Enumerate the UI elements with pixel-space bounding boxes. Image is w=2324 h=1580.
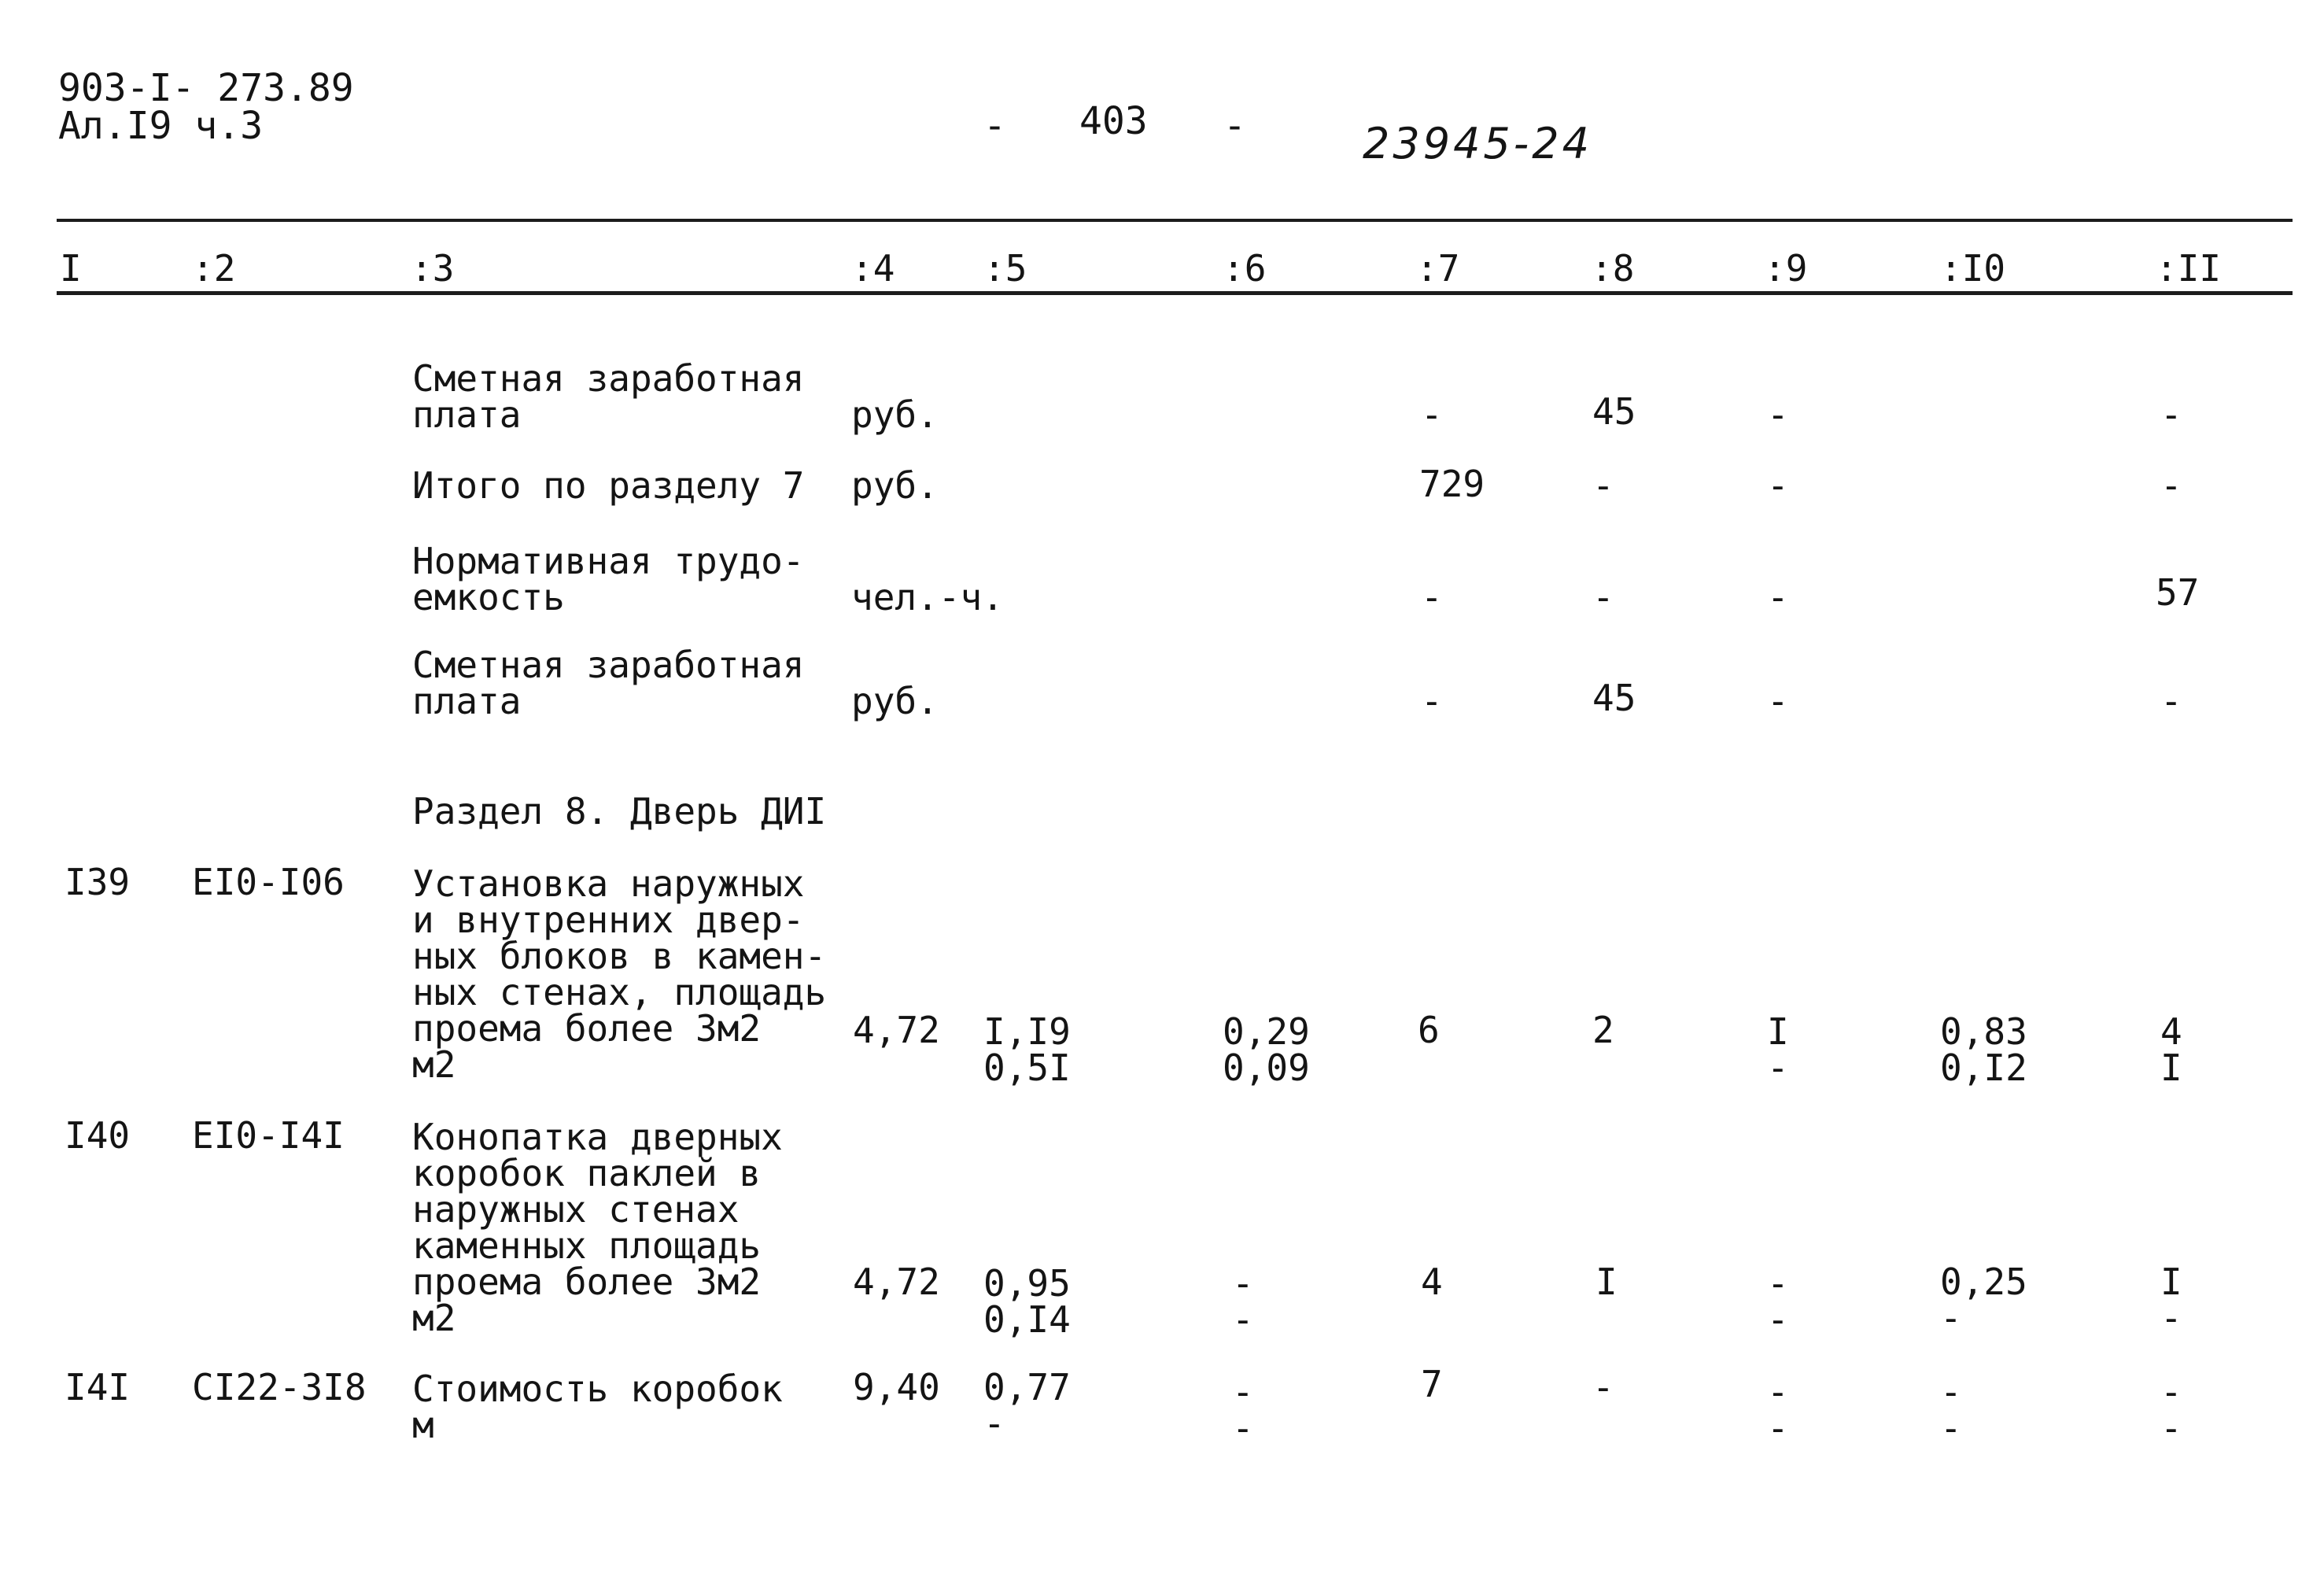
cell-col8: 2 — [1592, 1009, 1614, 1051]
cell-col11: I - — [2160, 1261, 2182, 1339]
cell-col10: 0,83 0,I2 — [1940, 1010, 2027, 1089]
cell-col9: I - — [1767, 1010, 1789, 1089]
cell-col7: 4 — [1421, 1261, 1443, 1303]
document-code: 903-I- 273.89 — [58, 66, 354, 110]
cell-col7: 729 — [1419, 463, 1485, 505]
cell-col4: 4,72 — [853, 1009, 940, 1051]
row-description: Итого по разделу 7 — [412, 464, 805, 507]
row-description: Нормативная трудо- емкость — [412, 540, 805, 618]
page-dash-left: - — [983, 104, 1006, 148]
row-code: CI22-3I8 — [192, 1366, 367, 1408]
column-header: :2 — [192, 247, 236, 290]
cell-col6: - - — [1232, 1262, 1254, 1341]
column-header: :9 — [1764, 247, 1808, 290]
cell-col8: - — [1592, 464, 1614, 507]
cell-col9: - — [1767, 464, 1789, 507]
header-bottom-rule — [57, 291, 2293, 295]
row-description: Установка наружных и внутренних двер- ных блоков в камен- ных стенах, площадь проема более 3м2 м2 — [412, 862, 827, 1086]
cell-col5: I,I9 0,5I — [983, 1010, 1071, 1089]
cell-col9: - — [1767, 680, 1789, 722]
cell-col10: 0,25 - — [1940, 1261, 2027, 1339]
cell-col4: 9,40 — [853, 1366, 940, 1408]
page-number: 403 — [1079, 99, 1148, 143]
section-heading: Раздел 8. Дверь ДИI — [412, 790, 827, 832]
cell-col9: - - — [1767, 1371, 1789, 1449]
row-unit: руб. — [851, 393, 939, 436]
column-header: :8 — [1591, 247, 1635, 290]
cell-col5: 0,77 - — [983, 1366, 1071, 1445]
row-number: I40 — [65, 1114, 131, 1157]
column-header: :I0 — [1940, 247, 2006, 290]
cell-col9: - — [1767, 576, 1789, 618]
row-code: EI0-I4I — [192, 1114, 345, 1157]
cell-col8: 45 — [1592, 390, 1636, 433]
cell-col11: - — [2160, 464, 2182, 507]
cell-col8: I — [1595, 1261, 1618, 1303]
row-unit: руб. — [851, 464, 939, 507]
cell-col6: 0,29 0,09 — [1223, 1010, 1310, 1089]
cell-col4: 4,72 — [853, 1261, 940, 1303]
cell-col8: - — [1592, 576, 1614, 618]
cell-col7: - — [1421, 393, 1443, 436]
row-description: Сметная заработная плата — [412, 357, 805, 436]
column-header: :6 — [1223, 247, 1267, 290]
cell-col8: 45 — [1592, 677, 1636, 719]
cell-col11: - — [2160, 393, 2182, 436]
column-header: :3 — [411, 247, 455, 290]
cell-col6: - - — [1232, 1371, 1254, 1449]
column-header: :7 — [1416, 247, 1460, 290]
row-unit: руб. — [851, 680, 939, 722]
row-description: Стоимость коробок м — [412, 1368, 783, 1446]
album-reference: Ал.I9 ч.3 — [58, 104, 264, 148]
cell-col11: 57 — [2156, 571, 2200, 614]
column-header: :4 — [851, 247, 895, 290]
cell-col10: - - — [1940, 1371, 1962, 1449]
column-header: I — [60, 247, 82, 290]
row-code: EI0-I06 — [192, 861, 345, 903]
column-header: :II — [2156, 247, 2222, 290]
page-dash-right: - — [1223, 104, 1246, 148]
cell-col11: 4 I — [2160, 1010, 2182, 1089]
handwritten-code: 23945-24 — [1363, 119, 1592, 168]
row-unit: чел.-ч. — [851, 576, 1004, 618]
header-top-rule — [57, 219, 2293, 222]
cell-col8: - — [1592, 1366, 1614, 1408]
row-description: Конопатка дверных коробок паклей в наружных стенах каменных площадь проема более 3м2 м2 — [412, 1116, 783, 1339]
cell-col7: - — [1421, 576, 1443, 618]
row-number: I39 — [65, 861, 131, 903]
cell-col5: 0,95 0,I4 — [983, 1262, 1071, 1341]
cell-col11: - — [2160, 680, 2182, 722]
row-description: Сметная заработная плата — [412, 644, 805, 722]
cell-col11: - - — [2160, 1371, 2182, 1449]
cell-col7: - — [1421, 680, 1443, 722]
cell-col7: 6 — [1418, 1009, 1440, 1051]
column-header: :5 — [983, 247, 1027, 290]
cell-col9: - - — [1767, 1262, 1789, 1341]
cell-col9: - — [1767, 393, 1789, 436]
row-number: I4I — [65, 1366, 131, 1408]
cell-col7: 7 — [1421, 1363, 1443, 1405]
